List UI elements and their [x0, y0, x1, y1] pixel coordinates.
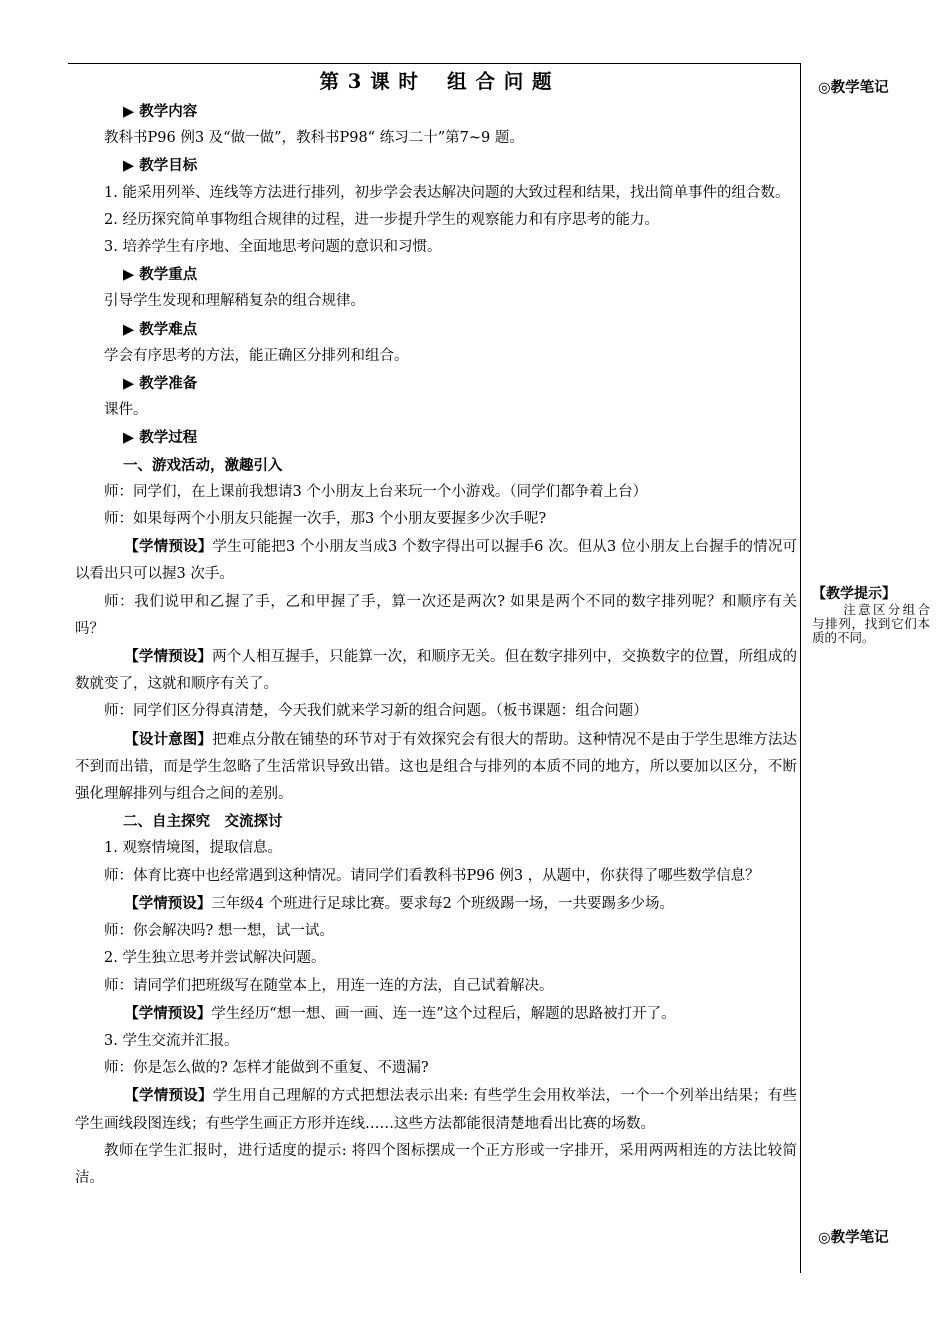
side-note-bottom: ◎教学笔记 [818, 1230, 889, 1246]
paragraph: 2. 学生独立思考并尝试解决问题。 [104, 950, 326, 967]
paragraph-text: 两个人相互握手，只能算一次，和顺序无关。但在数字排列中，交换数字的位置，所组成的数就变了，这就和顺序有关了。 [75, 649, 798, 693]
side-note-top: ◎教学笔记 [818, 80, 889, 96]
paragraph: 师：同学们区分得真清楚，今天我们就来学习新的组合问题。（板书课题：组合问题） [104, 703, 648, 720]
paragraph [75, 643, 797, 698]
goal-1: 1. 能采用列举、连线等方法进行排列，初步学会表达解决问题的大致过程和结果，找出简单事件的组合数。 [104, 184, 790, 201]
heading-goals: ▶ 教学目标 [123, 157, 198, 175]
paragraph-text: 三年级4 个班进行足球比赛。要求每2 个班级踢一场，一共要踢多少场。 [211, 895, 674, 912]
paragraph-text: 学生可能把3 个小朋友当成3 个数字得出可以握手6 次。但从3 位小朋友上台握手的情况可以看出只可以握3 次手。 [75, 539, 798, 583]
lesson-body [75, 66, 797, 1192]
paragraph: 3. 学生交流并汇报。 [104, 1032, 239, 1049]
heading-process: ▶ 教学过程 [123, 429, 198, 447]
tag-design: 【设计意图】 [124, 730, 213, 748]
paragraph [75, 533, 797, 588]
tag-prediction: 【学情预设】 [124, 894, 212, 912]
paragraph: 教师在学生汇报时，进行适度的提示: 将四个图标摆成一个正方形或一字排开，采用两两相连的方法比较简洁。 [75, 1142, 797, 1186]
prep-text: 课件。 [104, 402, 148, 419]
top-rule [68, 63, 801, 64]
page-title: 第 3 课 时 组 合 问 题 [319, 70, 553, 93]
paragraph: 1. 观察情境图，提取信息。 [104, 840, 282, 857]
heading-difficulty: ▶ 教学难点 [123, 320, 198, 338]
paragraph: 师：我们说甲和乙握了手，乙和甲握了手，算一次还是两次? 如果是两个不同的数字排列呢？和顺序有关吗？ [75, 593, 797, 637]
heading-content: ▶ 教学内容 [123, 103, 198, 120]
tag-prediction: 【学情预设】 [124, 538, 213, 556]
tip-body: 注意区分组合与排列，找到它们本质的不同。 [812, 602, 930, 645]
paragraph: 师：你是怎么做的? 怎样才能做到不重复、不遗漏? [104, 1060, 429, 1077]
paragraph-text: 学生经历“想一想、画一画、连一连”这个过程后，解题的思路被打开了。 [211, 1005, 676, 1022]
goal-3: 3. 培养学生有序地、全面地思考问题的意识和习惯。 [104, 239, 442, 256]
tip-title: 【教学提示】 [812, 586, 896, 602]
paragraph [75, 726, 797, 809]
column-divider [800, 63, 801, 1273]
paragraph [75, 1000, 797, 1028]
part-1-heading: 一、游戏活动，激趣引入 [123, 456, 283, 474]
tag-prediction: 【学情预设】 [124, 648, 213, 666]
goal-2: 2. 经历探究简单事物组合规律的过程，进一步提升学生的观察能力和有序思考的能力。 [104, 211, 659, 228]
heading-prep: ▶ 教学准备 [123, 375, 198, 393]
paragraph: 师：体育比赛中也经常遇到这种情况。请同学们看教科书P96 例3 ，从题中，你获得了哪些数学信息？ [104, 867, 760, 884]
paragraph-text: 学生用自己理解的方式把想法表示出来: 有些学生会用枚举法，一个一个列举出结果；有些学生画线段图连线；有些学生画正方形并连线……这些方法都能很清楚地看出比赛的场数。 [75, 1088, 798, 1132]
heading-key: ▶ 教学重点 [123, 266, 198, 284]
paragraph [75, 890, 797, 918]
key-text: 引导学生发现和理解稍复杂的组合规律。 [104, 293, 365, 310]
paragraph: 师：同学们，在上课前我想请3 个小朋友上台来玩一个小游戏。（同学们都争着上台） [104, 483, 648, 500]
paragraph: 师：你会解决吗? 想一想，试一试。 [104, 923, 334, 940]
paragraph: 师：如果每两个小朋友只能握一次手，那3 个小朋友要握多少次手呢? [104, 511, 547, 528]
teaching-tip [812, 585, 930, 645]
content-text: 教科书P96 例3 及“做一做”，教科书P98“ 练习二十”第7~9 题。 [104, 130, 524, 147]
paragraph [75, 1082, 797, 1137]
tag-prediction: 【学情预设】 [124, 1087, 213, 1105]
paragraph-text: 把难点分散在铺垫的环节对于有效探究会有很大的帮助。这种情况不是由于学生思维方法达不到而出错，而是学生忽略了生活常识导致出错。这也是组合与排列的本质不同的地方，所以要加以区分，不断强化理解排列与组合之间的差别。 [75, 731, 798, 803]
part-2-heading: 二、自主探究 交流探讨 [123, 813, 283, 831]
paragraph: 师：请同学们把班级写在随堂本上，用连一连的方法，自己试着解决。 [104, 977, 554, 994]
tag-prediction: 【学情预设】 [124, 1004, 212, 1022]
difficulty-text: 学会有序思考的方法，能正确区分排列和组合。 [104, 347, 409, 364]
